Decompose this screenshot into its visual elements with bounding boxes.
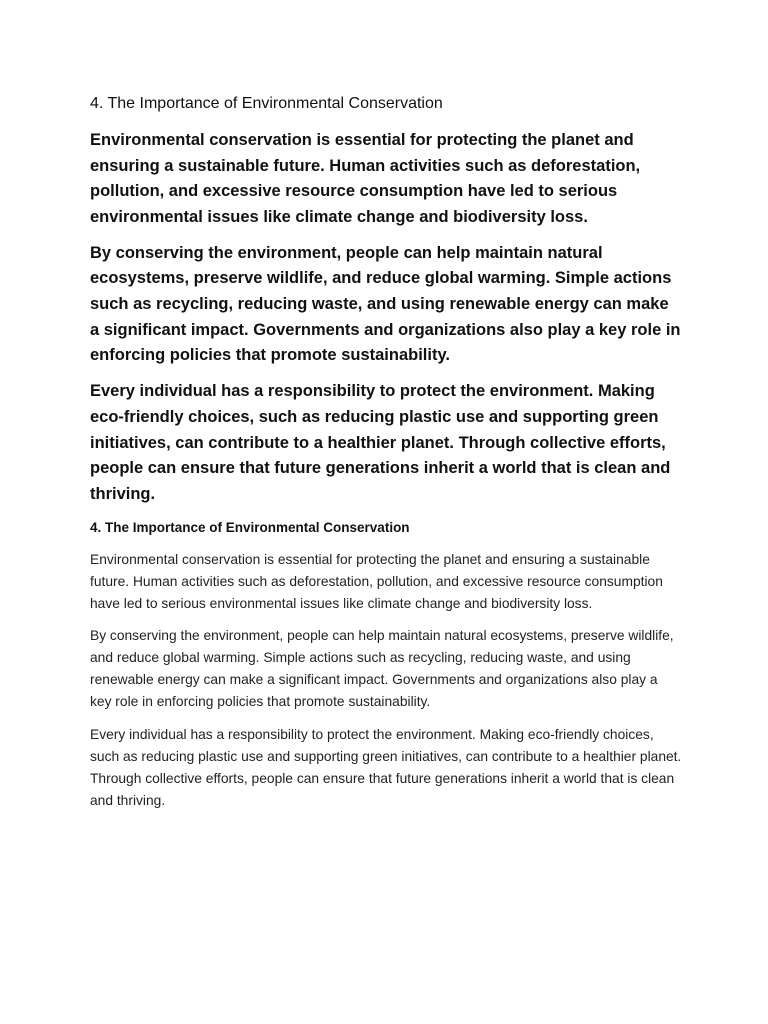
paragraph-large-2: By conserving the environment, people can help maintain natural ecosystems, preserve wildlife, and reduce global warming. Simple actions such as recycling, reducing waste, and using renewable energy can make a significant impact. Governments and organizations also play a key role in enforcing policies that promote sustainability. — [90, 243, 681, 365]
large-text-section — [90, 92, 682, 507]
paragraph-small-1: Environmental conservation is essential for protecting the planet and ensuring a sustainable future. Human activities such as deforestation, pollution, and excessive resource consumption have led to serious environmental issues like climate change and biodiversity loss. — [90, 551, 663, 611]
paragraph-small-2: By conserving the environment, people can help maintain natural ecosystems, preserve wildlife, and reduce global warming. Simple actions such as recycling, reducing waste, and using renewable energy can make a significant impact. Governments and organizations also play a key role in enforcing policies that promote sustainability. — [90, 628, 674, 710]
section-heading-large: 4. The Importance of Environmental Conservation — [90, 95, 443, 112]
paragraph-large-3: Every individual has a responsibility to protect the environment. Making eco-friendly choices, such as reducing plastic use and supporting green initiatives, can contribute to a healthier planet. Through collective efforts, people can ensure that future generations inherit a world that is clean and thriving. — [90, 382, 671, 503]
small-text-section — [90, 518, 682, 812]
paragraph-large-1: Environmental conservation is essential for protecting the planet and ensuring a sustainable future. Human activities such as deforestation, pollution, and excessive resource consumption have led to serious environmental issues like climate change and biodiversity loss. — [90, 131, 641, 226]
section-heading-small: 4. The Importance of Environmental Conservation — [90, 519, 410, 535]
paragraph-small-3: Every individual has a responsibility to protect the environment. Making eco-friendly choices, such as reducing plastic use and supporting green initiatives, can contribute to a healthier planet. Through collective efforts, people can ensure that future generations inherit a world that is clean and thriving. — [90, 726, 682, 808]
document-page — [90, 92, 682, 822]
